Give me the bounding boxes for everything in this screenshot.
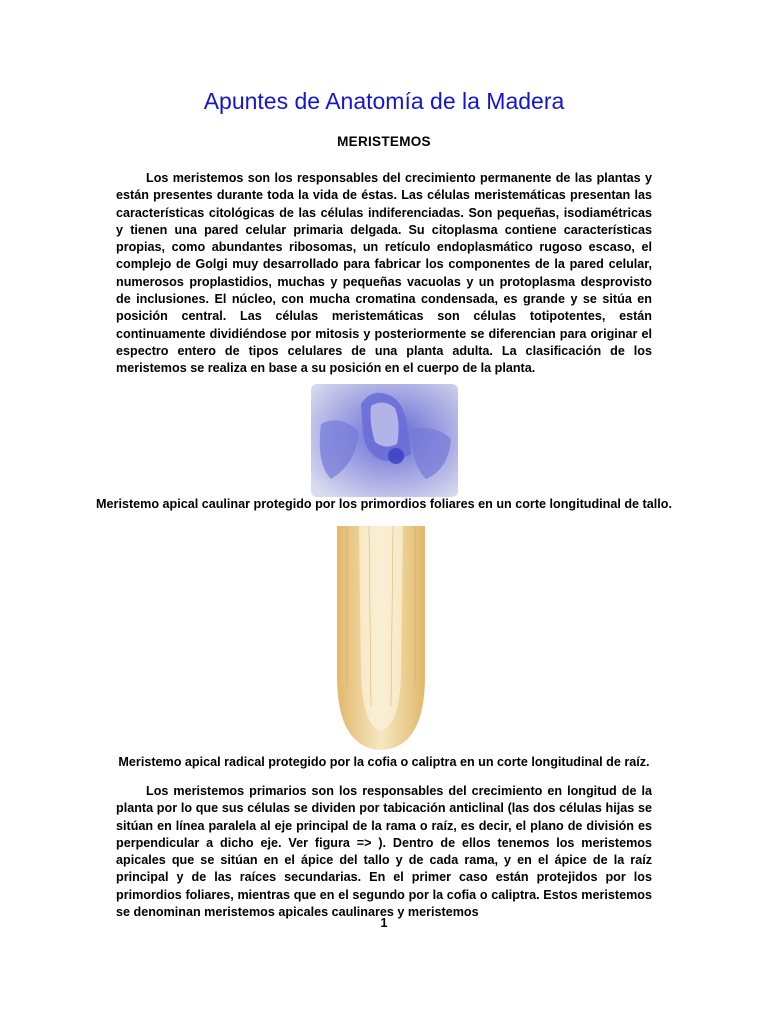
- figure-caption-root: Meristemo apical radical protegido por la cofia o caliptra en un corte longitudinal de raíz.: [118, 755, 650, 769]
- paragraph-primary-text: Los meristemos primarios son los responsables del crecimiento en longitud de la planta por lo que sus células se dividen por tabicación anticlinal (las dos células hijas se sitúan en línea paralela al eje principal de la rama o raíz, es decir, el plano de división es perpendicular a dicho eje. Ver figura => ). Dentro de ellos tenemos los meristemos apicales que se sitúan en el ápice del tallo y de cada rama, y en el ápice de la raíz principal y de las raíces secundarias. En el primer caso están protejidos por los primordios foliares, mientras que en el segundo por la cofia o caliptra. Estos meristemos se denominan meristemos apicales caulinares y meristemos: [116, 784, 652, 920]
- document-title: Apuntes de Anatomía de la Madera: [203, 88, 565, 114]
- section-heading: MERISTEMOS: [337, 134, 431, 149]
- shoot-meristem-image: [311, 384, 458, 497]
- paragraph-intro: [116, 170, 652, 378]
- paragraph-primary-meristems: [116, 783, 652, 921]
- root-meristem-image: [329, 526, 433, 751]
- page-number: 1: [380, 916, 388, 930]
- figure-caption-shoot: Meristemo apical caulinar protegido por los primordios foliares en un corte longitudinal de tallo.: [96, 497, 672, 511]
- paragraph-intro-text: Los meristemos son los responsables del crecimiento permanente de las plantas y están presentes durante toda la vida de éstas. Las células meristemáticas presentan las características citológicas de las células indiferenciadas. Son pequeñas, isodiamétricas y tienen una pared celular primaria delgada. Su citoplasma contiene características propias, como abundantes ribosomas, un retículo endoplasmático rugoso escaso, el complejo de Golgi muy desarrollado para fabricar los componentes de la pared celular, numerosos proplastidios, muchas y pequeñas vacuolas y un protoplasma desprovisto de inclusiones. El núcleo, con mucha cromatina condensada, es grande y se sitúa en posición central. Las células meristemáticas son células totipotentes, están continuamente dividiéndose por mitosis y posteriormente se diferencian para originar el espectro entero de tipos celulares de una planta adulta. La clasificación de los meristemos se realiza en base a su posición en el cuerpo de la planta.: [116, 171, 652, 376]
